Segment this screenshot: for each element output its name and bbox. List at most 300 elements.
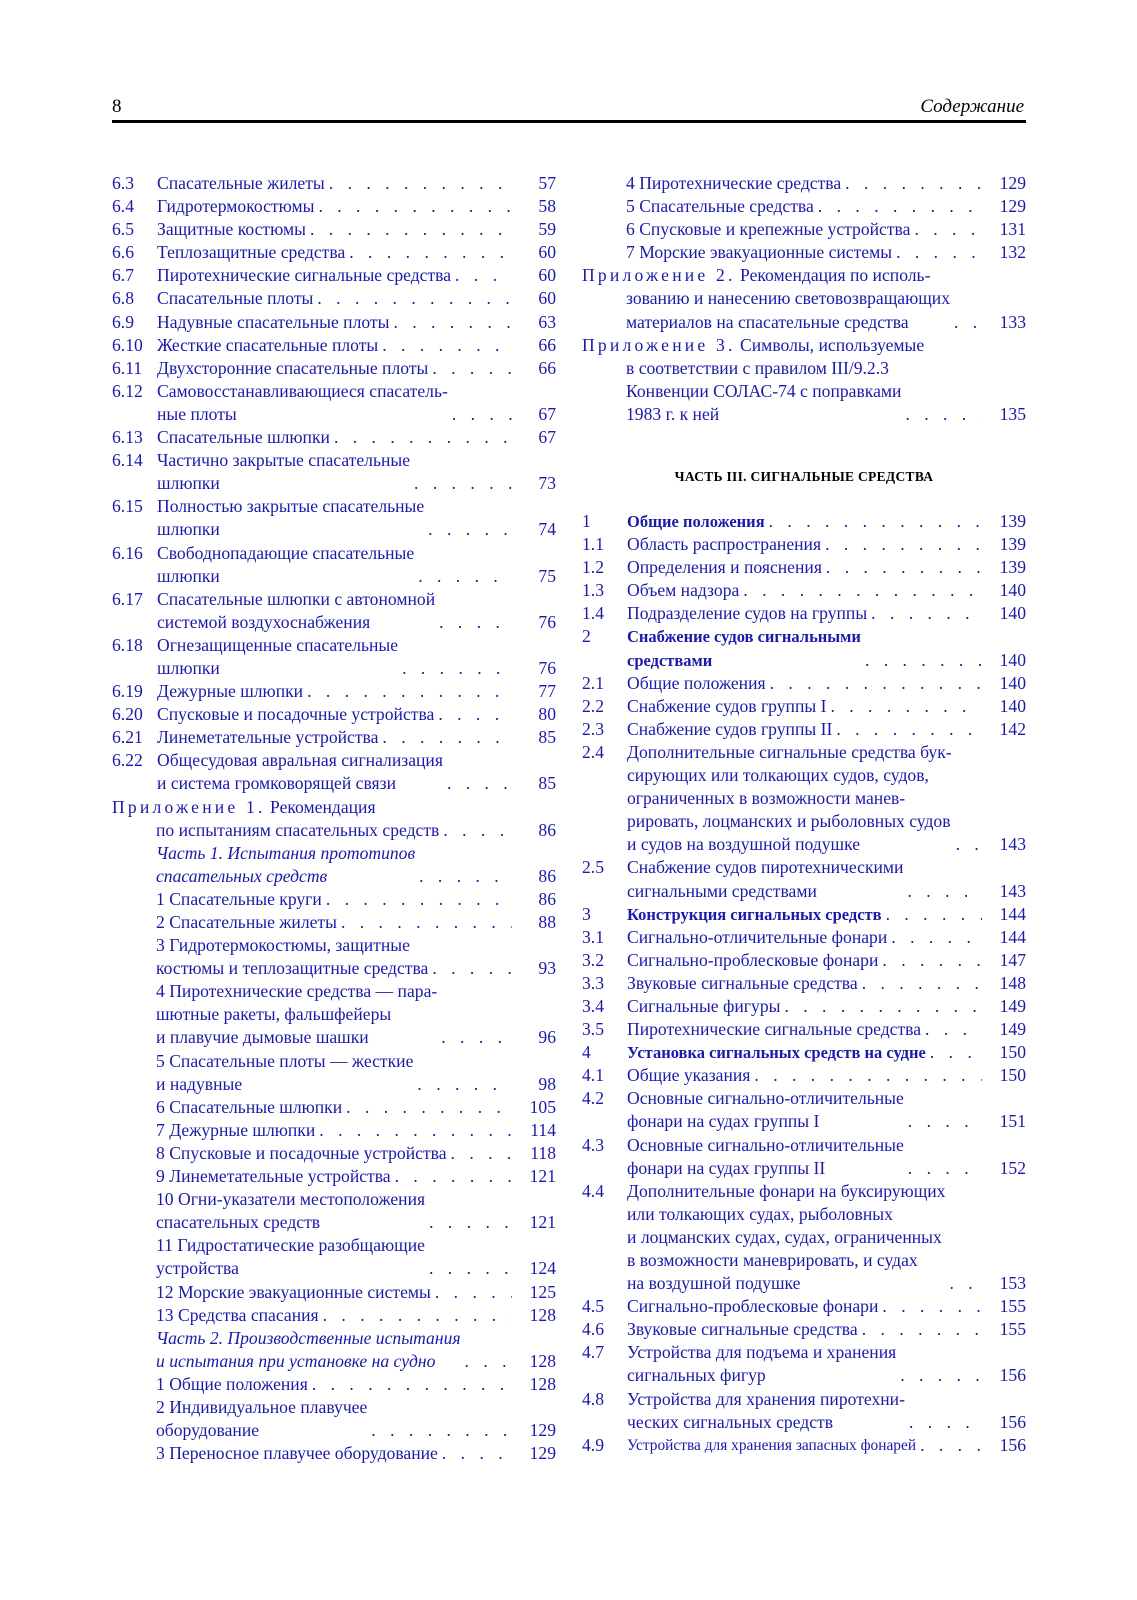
toc-entry-number: 4.4 [582,1180,604,1201]
toc-entry-page: 133 [999,311,1026,332]
toc-entry[interactable] [582,533,1026,556]
toc-entry-title: Конструкция сигнальных средств [627,904,882,924]
toc-entry-title: 8 Спусковые и посадочные устройства [156,1142,447,1163]
toc-entry[interactable] [112,334,556,357]
toc-entry-title: 6 Спасательные шлюпки [156,1096,343,1117]
toc-entry-page: 129 [999,196,1026,217]
dot-leader [832,718,982,741]
toc-entry-title: Линеметательные устройства [157,727,379,748]
toc-entry-title: 3 Переносное плавучее оборудование [156,1443,438,1464]
toc-entry-number: 3.4 [582,995,604,1016]
toc-entry[interactable] [112,680,556,703]
toc-entry[interactable] [582,625,1026,671]
toc-entry[interactable] [582,1295,1026,1318]
dot-leader [391,1165,512,1188]
dot-leader [916,1434,982,1457]
toc-entry-page: 128 [529,1350,556,1371]
toc-entry[interactable] [582,1134,1026,1180]
toc-entry-number: 4.9 [582,1434,604,1455]
toc-appendix-entry[interactable] [112,796,556,842]
dot-leader [904,1110,982,1133]
toc-entry[interactable] [112,311,556,334]
dot-leader [308,1373,512,1396]
toc-entry[interactable] [112,1281,556,1304]
toc-entry[interactable] [582,1041,1026,1064]
header-rule [112,120,1026,123]
dot-leader [821,533,982,556]
dot-leader [822,556,982,579]
toc-entry-page: 86 [538,819,556,840]
dot-leader [431,1281,512,1304]
toc-entry-number: 6.6 [112,242,134,263]
appendix-label: Приложение 3. [582,334,736,355]
toc-entry-page: 63 [538,311,556,332]
dot-leader [766,672,982,695]
dot-leader [461,1350,512,1373]
toc-entry[interactable] [112,241,556,264]
toc-entry-title: Часть 2. Производственные испытания и испытания при установке на судно [156,1327,461,1371]
appendix-title-rest: по испытаниям спасательных средств [156,819,440,840]
toc-entry-title: 13 Средства спасания [156,1304,319,1325]
dot-leader [306,218,512,241]
appendix-label: Приложение 2. [582,265,736,286]
toc-entry-title: 7 Морские эвакуационные системы [626,242,893,263]
toc-entry-page: 73 [538,473,556,494]
toc-entry[interactable] [582,1087,1026,1133]
toc-entry-title: 7 Дежурные шлюпки [156,1119,316,1140]
part3-title: ЧАСТЬ III. СИГНАЛЬНЫЕ СРЕДСТВА [674,469,934,484]
toc-entry-title: Сигнально-проблесковые фонари [627,1296,879,1317]
toc-entry[interactable] [582,995,1026,1018]
dot-leader [841,172,982,195]
toc-entry-page: 128 [529,1304,556,1325]
toc-entry-title: Дополнительные фонари на буксирующих или толкающих судах, рыболовных и лоцманских судах, судах, ограниченных в возможности маневрировать, и судах на воздушной подушке [627,1180,946,1294]
toc-entry[interactable] [112,1373,556,1396]
toc-entry-number: 3.3 [582,972,604,993]
toc-entry-page: 152 [999,1157,1026,1178]
toc-entry-number: 4.8 [582,1388,604,1409]
toc-entry-number: 6.20 [112,704,143,725]
dot-leader [858,972,982,995]
dot-leader [425,1211,512,1234]
toc-entry-title: Снабжение судов сигнальными средствами [627,627,861,670]
dot-leader [337,911,512,934]
toc-entry-number: 6.16 [112,542,143,563]
toc-appendix-entry[interactable] [582,264,1026,333]
toc-entry-title: Определения и пояснения [627,557,822,578]
toc-entry[interactable] [112,1304,556,1327]
dot-leader [439,819,512,842]
toc-entry-number: 6.5 [112,219,134,240]
dot-leader [437,1026,512,1049]
toc-entry-title: Снабжение судов группы II [627,718,833,739]
toc-entry-page: 131 [999,219,1026,240]
dot-leader [428,357,512,380]
toc-entry-number: 6.22 [112,750,143,771]
toc-entry-page: 139 [999,511,1026,531]
dot-leader [314,195,512,218]
dot-leader [926,1041,982,1064]
toc-entry-page: 88 [538,912,556,932]
toc-entry-page: 58 [538,196,556,217]
toc-entry-number: 2.1 [582,672,604,693]
toc-entry-page: 153 [999,1273,1026,1294]
toc-entry[interactable] [112,172,556,195]
toc-entry-page: 149 [999,1019,1026,1040]
dot-leader [447,1142,512,1165]
toc-entry[interactable] [582,172,1026,195]
toc-entry[interactable] [582,856,1026,902]
page-number: 8 [112,96,122,117]
dot-leader [345,241,512,264]
toc-entry[interactable] [112,634,556,680]
toc-entry[interactable] [112,1442,556,1465]
toc-entry-number: 6.11 [112,357,143,378]
toc-entry-page: 96 [538,1027,556,1048]
dot-leader [903,880,982,903]
toc-entry[interactable] [582,1180,1026,1295]
toc-entry-page: 140 [999,672,1026,693]
toc-entry[interactable] [112,426,556,449]
toc-entry-title: 2 Индивидуальное плавучее оборудование [156,1396,368,1441]
toc-entry-number: 1.2 [582,557,604,578]
toc-entry-number: 2.2 [582,695,604,716]
toc-entry-page: 129 [529,1420,556,1441]
toc-entry[interactable] [112,1142,556,1165]
toc-entry[interactable] [112,726,556,749]
dot-leader [950,311,982,334]
toc-entry-title: Теплозащитные средства [157,242,346,263]
toc-entry-number: 3 [582,903,591,924]
toc-entry-page: 60 [538,242,556,263]
toc-entry-number: 6.4 [112,196,134,217]
toc-entry-title: Общие положения [627,512,765,531]
toc-appendix-entry[interactable] [582,334,1026,426]
toc-entry[interactable] [112,449,556,495]
toc-entry-number: 6.19 [112,681,143,702]
toc-entry[interactable] [582,218,1026,241]
dot-leader [303,680,512,703]
toc-entry[interactable] [582,949,1026,972]
toc-entry-title: 4 Пиротехнические средства [626,173,842,193]
toc-entry-number: 6.17 [112,588,143,609]
toc-entry[interactable] [582,926,1026,949]
appendix-title-rest: зованию и нанесению световозвращающих материалов на спасательные средства [626,288,950,332]
toc-entry[interactable] [112,264,556,287]
dot-leader [867,602,982,625]
toc-entry-number: 3.2 [582,949,604,970]
toc-entry-title: Часть 1. Испытания прототипов спасательных средств [156,842,416,886]
toc-entry-title: Основные сигнально-отличительные фонари на судах группы II [627,1134,904,1178]
appendix-title-start: Рекомендация [270,796,376,817]
appendix-title-start: Символы, используемые [740,334,925,355]
toc-entry[interactable] [112,1234,556,1280]
toc-entry-number: 4.1 [582,1065,604,1086]
toc-entry-page: 156 [999,1411,1026,1432]
toc-entry-page: 128 [529,1373,556,1394]
toc-entry-title: Сигнально-отличительные фонари [627,926,888,947]
toc-entry-title: Свободнопадающие спасательные шлюпки [157,542,415,586]
toc-entry[interactable] [582,195,1026,218]
toc-entry[interactable] [582,602,1026,625]
toc-entry-title: 1 Общие положения [156,1373,308,1394]
toc-entry[interactable] [112,495,556,541]
toc-entry-title: Дежурные шлюпки [157,681,304,702]
toc-entry[interactable] [582,672,1026,695]
toc-entry-title: Общие положения [627,672,766,693]
toc-entry-title: Объем надзора [627,580,740,601]
toc-entry[interactable] [582,903,1026,926]
toc-entry-page: 147 [999,949,1026,970]
toc-entry[interactable] [112,749,556,795]
toc-entry-page: 149 [999,995,1026,1016]
dot-leader [378,726,512,749]
toc-part3 [582,510,1026,1457]
toc-entry-number: 2.5 [582,857,604,878]
toc-entry-number: 6.21 [112,727,143,748]
toc-entry-title: Защитные костюмы [157,219,306,240]
toc-entry[interactable] [582,241,1026,264]
toc-entry-title: 5 Спасательные средства [626,196,814,217]
toc-entry-page: 75 [538,565,556,586]
toc-entry-number: 4.2 [582,1088,604,1109]
toc-entry[interactable] [112,1188,556,1234]
dot-leader [410,472,512,495]
toc-entry[interactable] [112,1165,556,1188]
dot-leader [325,172,512,195]
toc-entry-page: 76 [538,611,556,632]
toc-entry-number: 1.1 [582,534,604,555]
dot-leader [367,1419,512,1442]
toc-entry-title: Частично закрытые спасательные шлюпки [157,450,411,494]
toc-entry-title: Звуковые сигнальные средства [627,1319,858,1340]
dot-leader [438,1442,512,1465]
toc-entry-page: 118 [530,1142,556,1163]
toc-entry-page: 132 [999,242,1026,263]
toc-entry[interactable] [112,842,556,888]
toc-entry[interactable] [112,287,556,310]
toc-entry-title: Общие указания [627,1065,751,1086]
toc-entry-page: 105 [529,1096,556,1117]
toc-entry-page: 150 [999,1065,1026,1086]
toc-entry-page: 144 [999,903,1026,924]
toc-entry-page: 98 [538,1073,556,1094]
toc-entry-page: 129 [529,1443,556,1464]
toc-entry-number: 6.3 [112,173,134,193]
toc-entry[interactable] [112,195,556,218]
toc-entry-number: 4.6 [582,1319,604,1340]
toc-entry-page: 74 [538,519,556,540]
toc-entry-page: 60 [538,288,556,309]
dot-leader [322,888,512,911]
toc-left-column [112,172,556,1465]
dot-leader [330,426,512,449]
toc-entry-title: Гидротермокостюмы [157,196,315,217]
toc-entry-title: 4 Пиротехнические средства — пара- шютные ракеты, фальшфейеры и плавучие дымовые шашки [156,981,438,1048]
toc-entry-page: 80 [538,704,556,725]
toc-entry-title: 2 Спасательные жилеты [156,912,337,932]
dot-leader [448,403,512,426]
toc-entry[interactable] [582,510,1026,533]
toc-entry[interactable] [112,1327,556,1373]
toc-entry[interactable] [582,556,1026,579]
toc-entry-number: 1.4 [582,603,604,624]
toc-entry-title: 6 Спусковые и крепежные устройства [626,219,911,240]
dot-leader [858,1318,982,1341]
toc-entry-number: 4 [582,1042,591,1063]
dot-leader [424,518,512,541]
toc-entry-page: 86 [538,865,556,886]
dot-leader [415,865,512,888]
toc-entry[interactable] [582,1064,1026,1087]
toc-entry-page: 156 [999,1365,1026,1386]
toc-entry[interactable] [582,972,1026,995]
toc-entry-number: 6.12 [112,380,143,401]
toc-entry-page: 140 [999,603,1026,624]
dot-leader [780,995,982,1018]
toc-entry-number: 3.5 [582,1019,604,1040]
dot-leader [896,1364,982,1387]
toc-entry-page: 140 [999,580,1026,601]
dot-leader [398,657,512,680]
toc-entry-number: 6.15 [112,496,143,517]
toc-entry-number: 3.1 [582,926,604,947]
toc-entry[interactable] [112,911,556,934]
toc-entry-number: 4.5 [582,1296,604,1317]
dot-leader [921,1018,982,1041]
appendix-title-rest: в соответствии с правилом III/9.2.3 Конвенции СОЛАС-74 с поправками 1983 г. к ней [626,357,902,424]
dot-leader [814,195,982,218]
toc-entry-number: 4.7 [582,1342,604,1363]
toc-entry-title: 9 Линеметательные устройства [156,1166,391,1187]
toc-entry[interactable] [582,1434,1026,1457]
toc-entry-page: 66 [538,334,556,355]
toc-entry-title: Огнезащищенные спасательные шлюпки [157,634,399,678]
toc-entry-page: 93 [538,958,556,979]
toc-entry-number: 1 [582,511,591,531]
toc-entry[interactable] [582,695,1026,718]
toc-entry[interactable] [582,579,1026,602]
dot-leader [425,1257,512,1280]
toc-entry-title: 3 Гидротермокостюмы, защитные костюмы и теплозащитные средства [156,935,429,979]
toc-entry-page: 124 [529,1258,556,1279]
toc-entry-title: Устройства для подъема и хранения сигнальных фигур [627,1342,897,1386]
toc-entry-page: 135 [999,403,1026,424]
toc-entry[interactable] [582,741,1026,856]
toc-entry-page: 143 [999,834,1026,855]
toc-entry[interactable] [112,888,556,911]
toc-entry-page: 125 [529,1281,556,1302]
running-title: Содержание [920,96,1024,117]
dot-leader [952,833,982,856]
toc-entry[interactable] [112,357,556,380]
toc-entry-title: Общесудовая авральная сигнализация и система громковорящей связи [157,750,443,794]
toc-entry[interactable] [112,1396,556,1442]
toc-entry-page: 139 [999,557,1026,578]
toc-entry-title: Сигнальные фигуры [627,995,781,1016]
toc-entry-page: 144 [999,926,1026,947]
toc-entry[interactable] [112,380,556,426]
toc-entry-title: Полностью закрытые спасательные шлюпки [157,496,425,540]
toc-entry[interactable] [112,542,556,588]
dot-leader [413,1073,512,1096]
toc-entry-title: Установка сигнальных средств на судне [627,1043,926,1063]
toc-entry[interactable] [112,218,556,241]
dot-leader [887,926,982,949]
toc-entry[interactable] [112,1119,556,1142]
toc-entry[interactable] [112,703,556,726]
toc-entry-title: Спасательные шлюпки [157,427,330,448]
dot-leader [878,1295,982,1318]
toc-entry-page: 60 [538,265,556,286]
toc-entry-title: Устройства для хранения пиротехни- ческих сигнальных средств [627,1388,905,1432]
toc-entry-title: Спасательные жилеты [157,173,325,193]
toc-entry-title: Основные сигнально-отличительные фонари на судах группы I [627,1088,904,1132]
dot-leader [765,510,982,533]
toc-entry-page: 66 [538,357,556,378]
toc-entry-title: Жесткие спасательные плоты [157,334,379,355]
toc-entry[interactable] [112,934,556,980]
toc-entry-number: 1.3 [582,580,604,601]
toc-entry-title: Область распространения [627,534,822,555]
toc-entry-page: 148 [999,972,1026,993]
toc-entry-title: Самовосстанавливающиеся спасатель- ные плоты [157,380,448,424]
toc-entry-number: 6.7 [112,265,134,286]
dot-leader [882,903,982,926]
toc-entry-number: 2.4 [582,741,604,762]
dot-leader [319,1304,512,1327]
toc-entry-page: 155 [999,1296,1026,1317]
toc-entry-number: 2.3 [582,718,604,739]
toc-entry-page: 114 [530,1119,556,1140]
toc-entry-page: 140 [999,695,1026,716]
appendix-title-start: Рекомендация по исполь- [740,265,931,286]
dot-leader [826,695,982,718]
toc-entry-title: Пиротехнические сигнальные средства [157,265,452,286]
toc-entry-page: 139 [999,534,1026,555]
toc-entry[interactable] [112,1050,556,1096]
toc-entry[interactable] [112,588,556,634]
dot-leader [414,565,512,588]
toc-right-column [582,172,1026,426]
toc-entry-number: 4.3 [582,1134,604,1155]
dot-leader [389,311,512,334]
toc-entry-page: 57 [538,173,556,193]
dot-leader [750,1064,982,1087]
toc-entry-page: 77 [538,681,556,702]
toc-entry-title: 12 Морские эвакуационные системы [156,1281,431,1302]
toc-entry[interactable] [112,1096,556,1119]
toc-entry-title: Снабжение судов пиротехническими сигнальными средствами [627,857,904,901]
toc-entry-title: 10 Огни-указатели местоположения спасательных средств [156,1189,426,1233]
toc-entry[interactable] [582,1341,1026,1387]
toc-entry-page: 67 [538,427,556,448]
toc-entry-number: 6.14 [112,450,143,471]
toc-entry-number: 6.9 [112,311,134,332]
dot-leader [434,703,512,726]
toc-entry[interactable] [582,718,1026,741]
toc-entry-title: Спасательные шлюпки с автономной системой воздухоснабжения [157,588,436,632]
toc-entry[interactable] [582,1388,1026,1434]
toc-entry-page: 85 [538,727,556,748]
toc-entry[interactable] [582,1018,1026,1041]
toc-entry-title: Спусковые и посадочные устройства [157,704,435,725]
toc-entry[interactable] [112,980,556,1049]
toc-entry-page: 86 [538,888,556,909]
toc-entry[interactable] [582,1318,1026,1341]
toc-entry-title: Снабжение судов группы I [627,695,827,716]
dot-leader [905,1411,982,1434]
